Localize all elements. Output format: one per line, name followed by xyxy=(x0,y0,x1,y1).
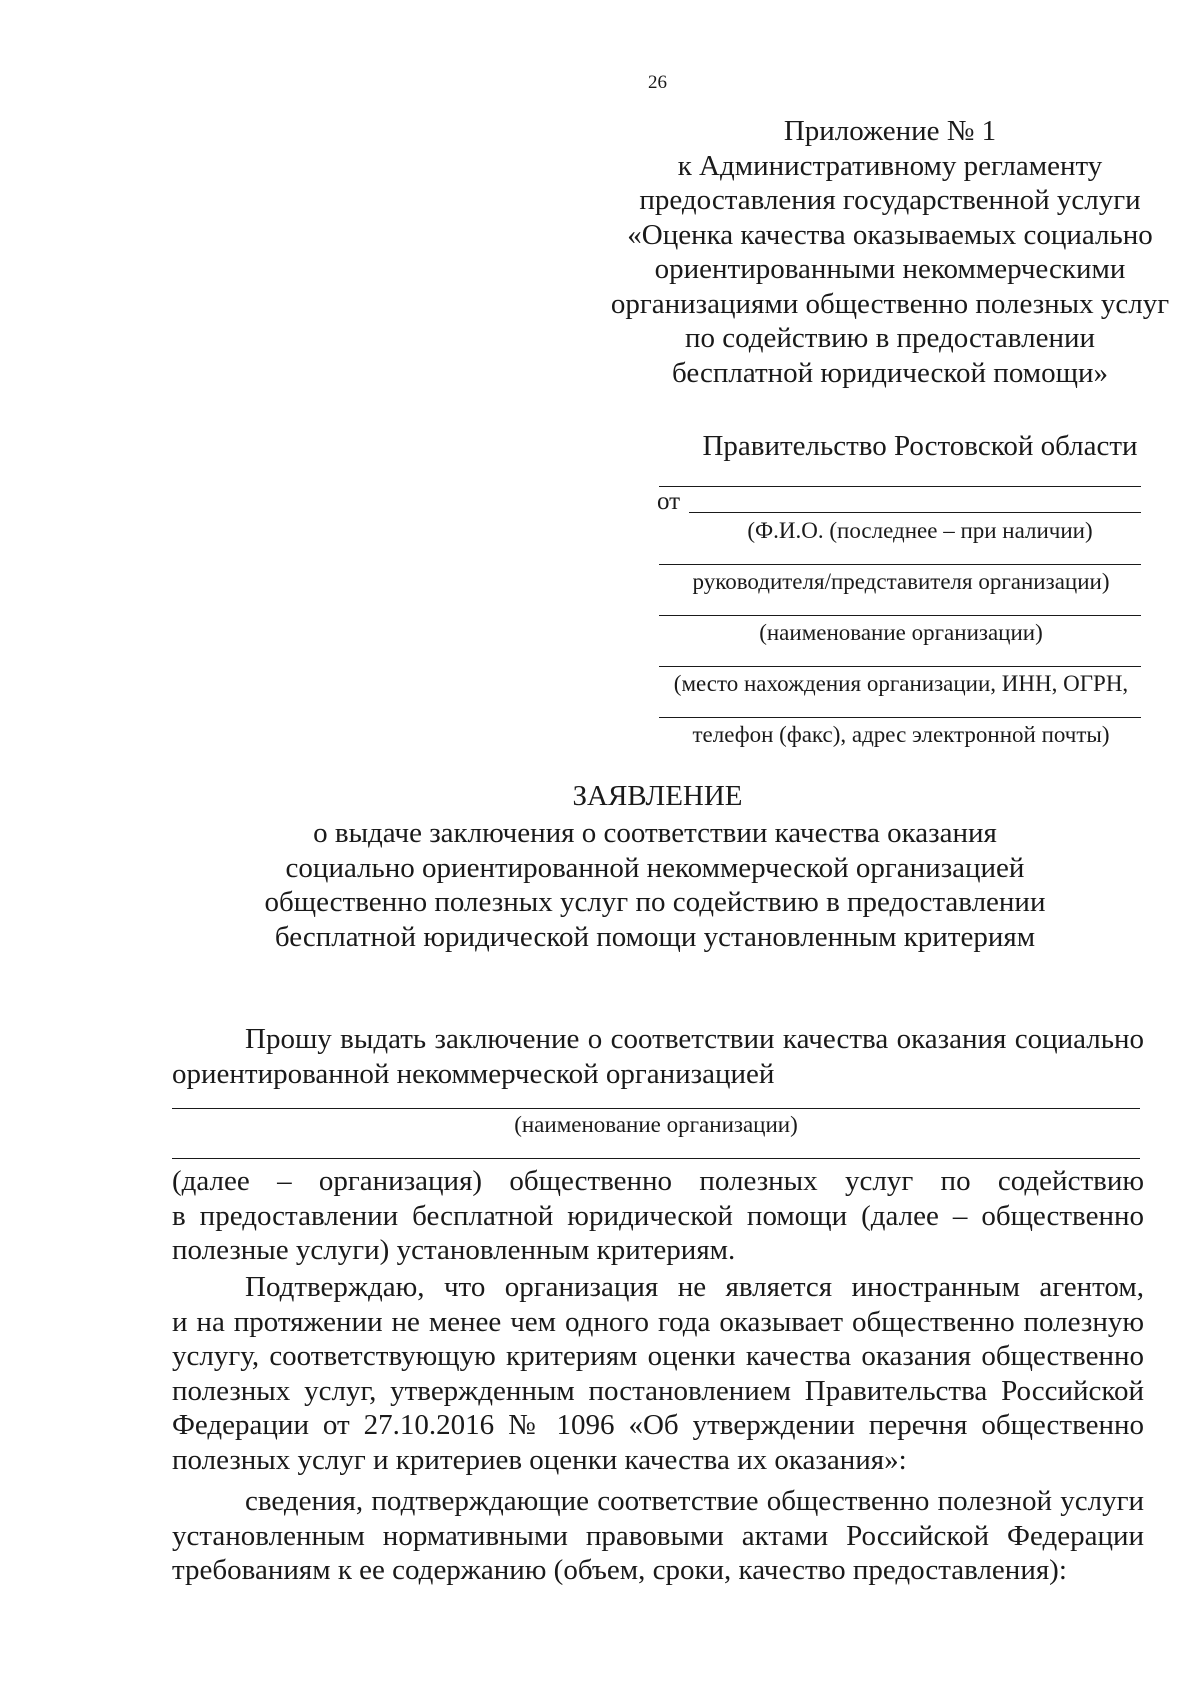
page-number: 26 xyxy=(648,72,667,93)
org-name-caption: (наименование организации) xyxy=(514,1112,798,1137)
continuation-paragraph xyxy=(172,1164,1144,1268)
org-name-blank-line xyxy=(172,1108,1140,1109)
paragraph-line: установленным нормативными правовыми актами Российской Федерации xyxy=(172,1519,1144,1552)
appendix-line: к Административному регламенту xyxy=(677,149,1103,182)
subtitle-line: общественно полезных услуг по содействию в предоставлении xyxy=(264,886,1046,918)
paragraph-line: ориентированной некоммерческой организацией xyxy=(172,1057,775,1090)
request-paragraph xyxy=(172,1022,1144,1091)
paragraph-line: полезных услуг, утвержденным постановлением Правительства Российской xyxy=(172,1374,1144,1407)
paragraph-line: Федерации от 27.10.2016 № 1096 «Об утверждении перечня общественно xyxy=(172,1409,1144,1441)
location-caption: (место нахождения организации, ИНН, ОГРН, xyxy=(673,671,1129,696)
from-prefix: от xyxy=(657,488,681,515)
blank-line xyxy=(172,1158,1140,1159)
appendix-line: «Оценка качества оказываемых социально xyxy=(627,218,1153,251)
paragraph-line: требованиям к ее содержанию (объем, сроки, качество предоставления): xyxy=(172,1554,1067,1586)
subtitle-line: социально ориентированной некоммерческой организацией xyxy=(285,851,1025,884)
fio-blank-line xyxy=(689,512,1141,513)
blank-line xyxy=(659,486,1141,487)
paragraph-line: и на протяжении не менее чем одного года оказывает общественно полезную xyxy=(172,1305,1144,1338)
paragraph-line: полезные услуги) установленным критериям. xyxy=(172,1234,736,1266)
paragraph-line: Прошу выдать заключение о соответствии качества оказания социально xyxy=(245,1023,1144,1055)
confirm-paragraph xyxy=(172,1270,1144,1477)
subtitle-line: о выдаче заключения о соответствии качества оказания xyxy=(313,817,997,849)
paragraph-line: сведения, подтверждающие соответствие общественно полезной услуги xyxy=(245,1485,1144,1517)
paragraph-line: услугу, соответствующую критериям оценки качества оказания общественно xyxy=(172,1340,1144,1372)
subtitle-line: бесплатной юридической помощи установленным критериям xyxy=(274,920,1036,953)
paragraph-line: Подтверждаю, что организация не является иностранным агентом, xyxy=(245,1271,1144,1303)
statement-subtitle xyxy=(250,816,1060,954)
contacts-blank-line xyxy=(659,717,1141,718)
appendix-line: бесплатной юридической помощи» xyxy=(672,356,1108,389)
location-blank-line xyxy=(659,666,1141,667)
appendix-header xyxy=(580,114,1200,390)
contacts-caption: телефон (факс), адрес электронной почты) xyxy=(692,722,1110,747)
addressee: Правительство Ростовской области xyxy=(702,430,1138,462)
fio-caption: (Ф.И.О. (последнее – при наличии) xyxy=(747,518,1093,543)
info-paragraph xyxy=(172,1484,1144,1588)
org-name-blank-line xyxy=(659,615,1141,616)
appendix-line: Приложение № 1 xyxy=(783,115,997,147)
appendix-line: организациями общественно полезных услуг xyxy=(610,287,1170,320)
org-name-caption: (наименование организации) xyxy=(759,620,1043,645)
blank-line xyxy=(659,564,1141,565)
appendix-line: предоставления государственной услуги xyxy=(639,184,1141,216)
paragraph-line: полезных услуг и критериев оценки качества их оказания»: xyxy=(172,1443,907,1476)
appendix-line: ориентированными некоммерческими xyxy=(654,253,1126,285)
role-caption: руководителя/представителя организации) xyxy=(692,569,1110,594)
statement-title: ЗАЯВЛЕНИЕ xyxy=(572,780,743,812)
appendix-line: по содействию в предоставлении xyxy=(684,322,1096,354)
paragraph-line: (далее – организация) общественно полезных услуг по содействию xyxy=(172,1165,1144,1197)
paragraph-line: в предоставлении бесплатной юридической помощи (далее – общественно xyxy=(172,1199,1144,1232)
